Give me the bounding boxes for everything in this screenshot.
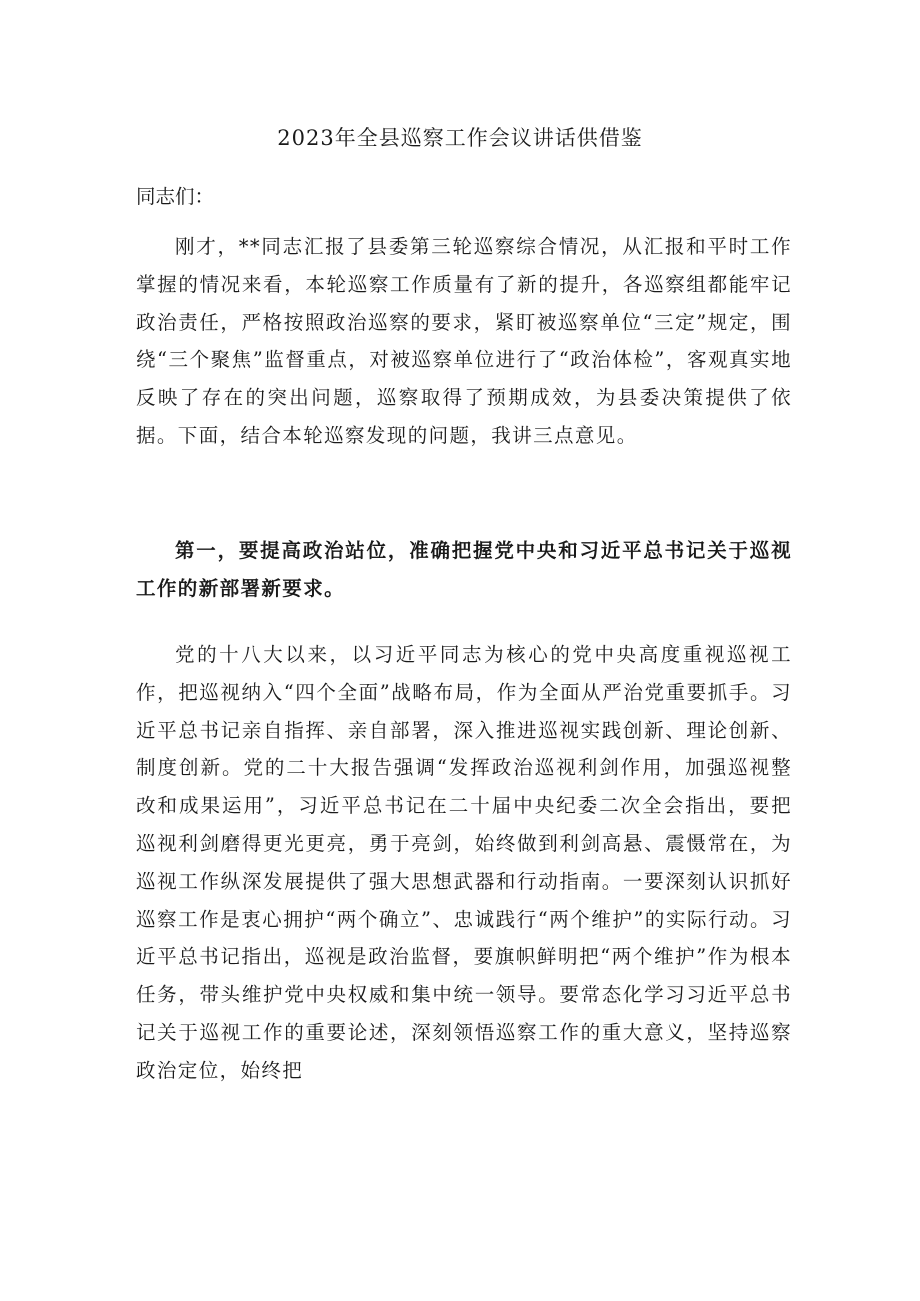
paragraph-body: 党的十八大以来，以习近平同志为核心的党中央高度重视巡视工作，把巡视纳入“四个全面”战略布局，作为全面从严治党重要抓手。习近平总书记亲自指挥、亲自部署，深入推进巡视实践创新、理论创新、制度创新。党的二十大报告强调“发挥政治巡视利剑作用，加强巡视整改和成果运用”，习近平总书记在二十届中央纪委二次全会指出，要把巡视利剑磨得更光更亮，勇于亮剑，始终做到利剑高悬、震慑常在，为巡视工作纵深发展提供了强大思想武器和行动指南。一要深刻认识抓好巡察工作是衷心拥护“两个确立”、忠诚践行“两个维护”的实际行动。习近平总书记指出，巡视是政治监督，要旗帜鲜明把“两个维护”作为根本任务，带头维护党中央权威和集中统一领导。要常态化学习习近平总书记关于巡视工作的重要论述，深刻领悟巡察工作的重大意义，坚持巡察政治定位，始终把 xyxy=(136,643,792,1082)
document-title: 2023年全县巡察工作会议讲话供借鉴 xyxy=(277,126,643,150)
section-heading-first: 第一，要提高政治站位，准确把握党中央和习近平总书记关于巡视工作的新部署新要求。 xyxy=(136,539,792,600)
salutation: 同志们： xyxy=(136,185,215,208)
paragraph-intro: 刚才，**同志汇报了县委第三轮巡察综合情况，从汇报和平时工作掌握的情况来看，本轮巡察工作质量有了新的提升，各巡察组都能牢记政治责任，严格按照政治巡察的要求，紧盯被巡察单位“三定”规定，围绕“三个聚焦”监督重点，对被巡察单位进行了“政治体检”，客观真实地反映了存在的突出问题，巡察取得了预期成效，为县委决策提供了依据。下面，结合本轮巡察发现的问题，我讲三点意见。 xyxy=(136,235,792,447)
